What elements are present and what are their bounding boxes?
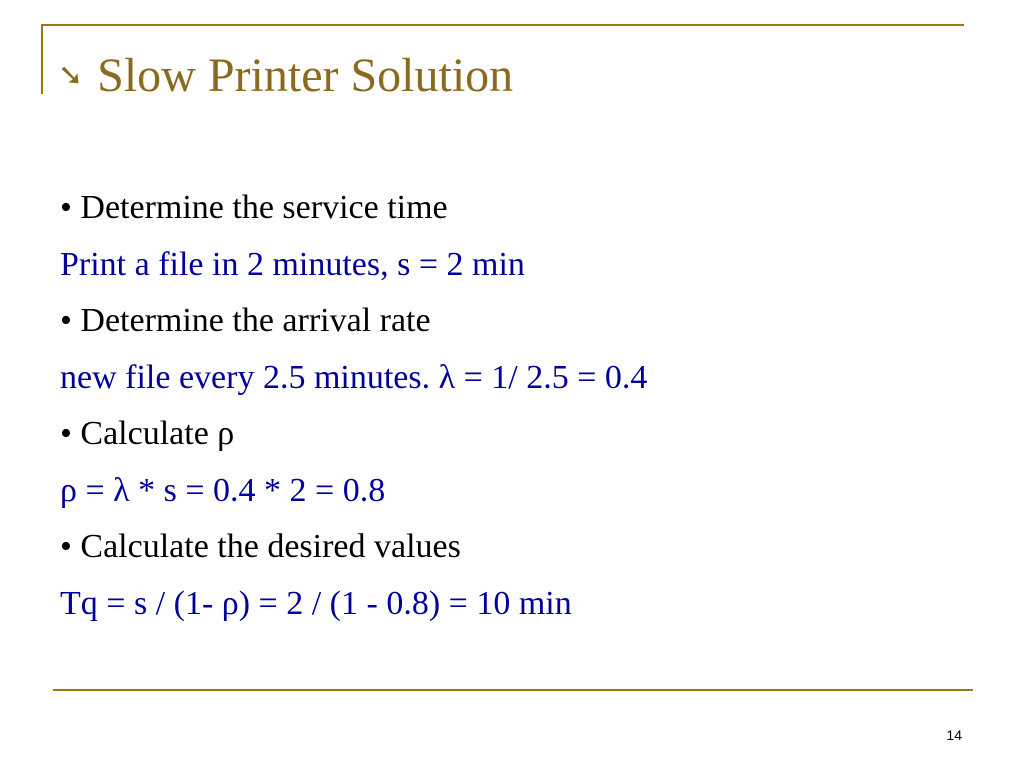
answer-rho: ρ = λ * s = 0.4 * 2 = 0.8	[60, 471, 386, 509]
slide-frame-top-rule	[41, 24, 964, 26]
bullet-calculate-rho: • Calculate ρ	[60, 415, 235, 452]
bullet-desired-values: • Calculate the desired values	[60, 528, 461, 565]
slide-content	[60, 180, 960, 632]
slide-frame-bottom-rule	[53, 689, 973, 691]
answer-service-time: Print a file in 2 minutes, s = 2 min	[60, 245, 525, 283]
slide-number: 14	[946, 727, 962, 743]
answer-arrival-rate: new file every 2.5 minutes. λ = 1/ 2.5 = 0.4	[60, 358, 648, 396]
slide-title	[58, 44, 513, 108]
slide-title-text: Slow Printer Solution	[97, 49, 514, 102]
slide-frame-left-rule	[41, 24, 43, 94]
arrow-down-right-icon: ➘	[58, 58, 84, 93]
bullet-service-time: • Determine the service time	[60, 189, 448, 226]
answer-desired-values: Tq = s / (1- ρ) = 2 / (1 - 0.8) = 10 min	[60, 584, 572, 622]
bullet-arrival-rate: • Determine the arrival rate	[60, 302, 431, 339]
